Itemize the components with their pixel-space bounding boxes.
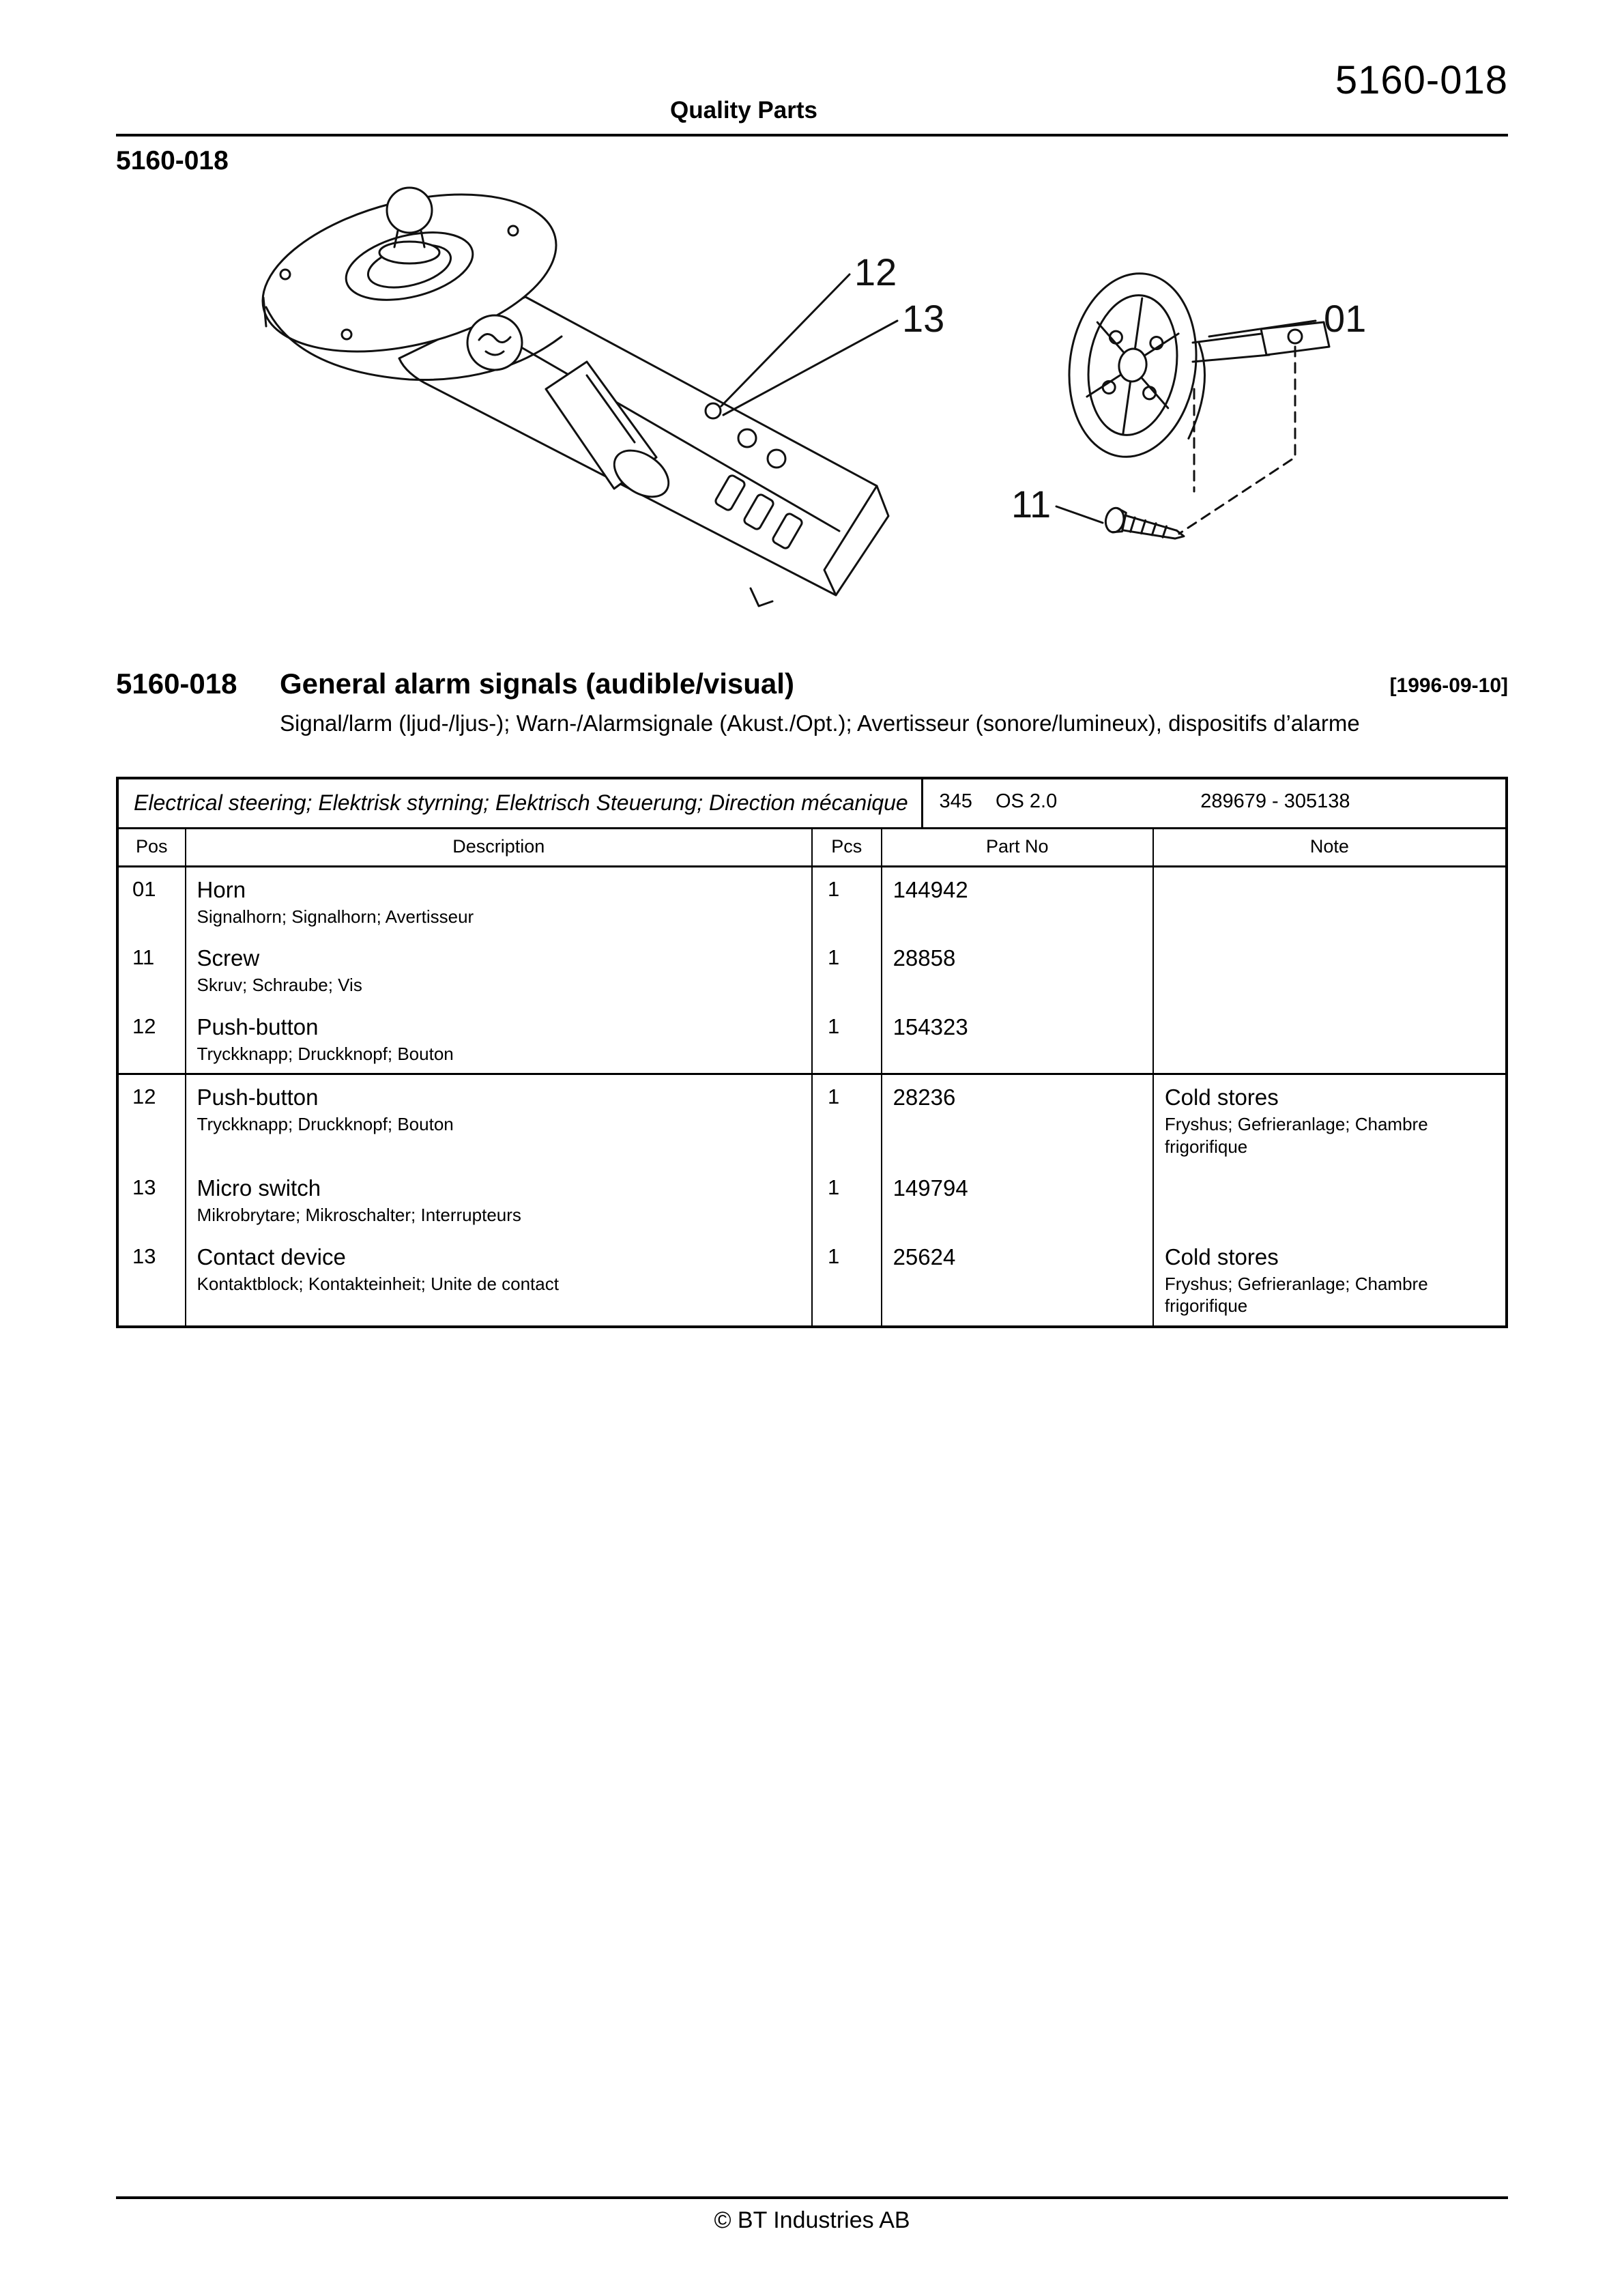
description-main: Screw: [197, 945, 260, 971]
description-sub: Mikrobrytare; Mikroschalter; Interrupteurs: [197, 1205, 521, 1226]
footer-copyright: © BT Industries AB: [714, 2207, 910, 2233]
parts-diagram-svg: [205, 171, 1406, 648]
table-row: [119, 866, 1505, 936]
part-no-cell: 154323: [882, 1005, 1153, 1074]
parts-list: [119, 829, 1505, 1325]
console-details-drawing: [467, 315, 803, 549]
description-cell: [186, 1074, 812, 1166]
pos-cell: 13: [119, 1235, 186, 1325]
pcs-cell: 1: [812, 1235, 882, 1325]
description-sub: Signalhorn; Signalhorn; Avertisseur: [197, 906, 474, 927]
header-pcs: Pcs: [812, 829, 882, 867]
note-cell: [1153, 936, 1505, 1005]
pcs-cell: 1: [812, 1074, 882, 1166]
table-row: [119, 1005, 1505, 1074]
part-no-cell: 149794: [882, 1166, 1153, 1235]
section-code: 5160-018: [116, 668, 237, 700]
callout-11: 11: [1011, 483, 1052, 526]
description-main: Push-button: [197, 1014, 319, 1039]
callout-13: 13: [902, 297, 945, 340]
header-divider: [116, 134, 1508, 137]
description-cell: [186, 936, 812, 1005]
part-no-cell: 28236: [882, 1074, 1153, 1166]
serial-range: 289679 - 305138: [1200, 790, 1350, 812]
note-main: Cold stores: [1164, 1244, 1279, 1269]
description-cell: [186, 1005, 812, 1074]
description-sub: Tryckknapp; Druckknopf; Bouton: [197, 1114, 454, 1135]
pos-cell: 12: [119, 1005, 186, 1074]
footer-divider: [116, 2196, 1508, 2199]
page-number-code: 5160-018: [1335, 58, 1508, 102]
note-cell: [1153, 1166, 1505, 1235]
header-description: Description: [186, 829, 812, 867]
description-sub: Tryckknapp; Druckknopf; Bouton: [197, 1043, 454, 1064]
pos-cell: 13: [119, 1166, 186, 1235]
screw-drawing: [1103, 506, 1187, 547]
description-main: Push-button: [197, 1085, 319, 1110]
note-cell: [1153, 1235, 1505, 1325]
note-main: Cold stores: [1164, 1085, 1279, 1110]
callout-12: 12: [854, 250, 897, 293]
pcs-cell: 1: [812, 936, 882, 1005]
push-button-target: [706, 403, 721, 418]
description-cell: [186, 1166, 812, 1235]
pos-cell: 12: [119, 1074, 186, 1166]
pos-cell: 01: [119, 866, 186, 936]
table-caption-title: Electrical steering; Elektrisk styrning; Elektrisch Steuerung; Direction mécanique: [119, 779, 923, 827]
description-main: Contact device: [197, 1244, 346, 1269]
table-caption-row: [119, 779, 1505, 829]
figure-code: 5160-018: [116, 146, 229, 175]
part-no-cell: 25624: [882, 1235, 1153, 1325]
header-part-no: Part No: [882, 829, 1153, 867]
table-caption-meta: [923, 779, 1505, 827]
table-row: [119, 1074, 1505, 1166]
note-cell: [1153, 1005, 1505, 1074]
description-sub: Kontaktblock; Kontakteinheit; Unite de contact: [197, 1273, 559, 1294]
description-main: Micro switch: [197, 1175, 321, 1201]
section-subtitle: Signal/larm (ljud-/ljus-); Warn-/Alarmsignale (Akust./Opt.); Avertisseur (sonore/lumineux), dispositifs d’alarme: [280, 711, 1360, 736]
note-cell: [1153, 1074, 1505, 1166]
pcs-cell: 1: [812, 866, 882, 936]
parts-table: [116, 777, 1508, 1328]
part-no-cell: 144942: [882, 866, 1153, 936]
pos-cell: 11: [119, 936, 186, 1005]
table-row: [119, 1235, 1505, 1325]
pcs-cell: 1: [812, 1166, 882, 1235]
description-cell: [186, 866, 812, 936]
table-header-row: [119, 829, 1505, 867]
horn-drawing: [1058, 266, 1329, 534]
callout-leaders-12-13: [721, 274, 897, 415]
callout-01: 01: [1324, 297, 1367, 340]
page-title: Quality Parts: [670, 97, 817, 124]
note-cell: [1153, 866, 1505, 936]
table-row: [119, 936, 1505, 1005]
model-number: 345: [939, 790, 972, 812]
section-title: General alarm signals (audible/visual): [280, 668, 794, 700]
table-row: [119, 1166, 1505, 1235]
section-date: [1996-09-10]: [1389, 674, 1508, 697]
part-no-cell: 28858: [882, 936, 1153, 1005]
note-sub: Fryshus; Gefrieranlage; Chambre frigorifique: [1164, 1114, 1428, 1157]
parts-diagram: [205, 171, 1406, 648]
description-cell: [186, 1235, 812, 1325]
header-note: Note: [1153, 829, 1505, 867]
pcs-cell: 1: [812, 1005, 882, 1074]
note-sub: Fryshus; Gefrieranlage; Chambre frigorifique: [1164, 1273, 1428, 1317]
header-pos: Pos: [119, 829, 186, 867]
description-main: Horn: [197, 876, 246, 902]
description-sub: Skruv; Schraube; Vis: [197, 975, 362, 996]
os-version: OS 2.0: [995, 790, 1058, 812]
